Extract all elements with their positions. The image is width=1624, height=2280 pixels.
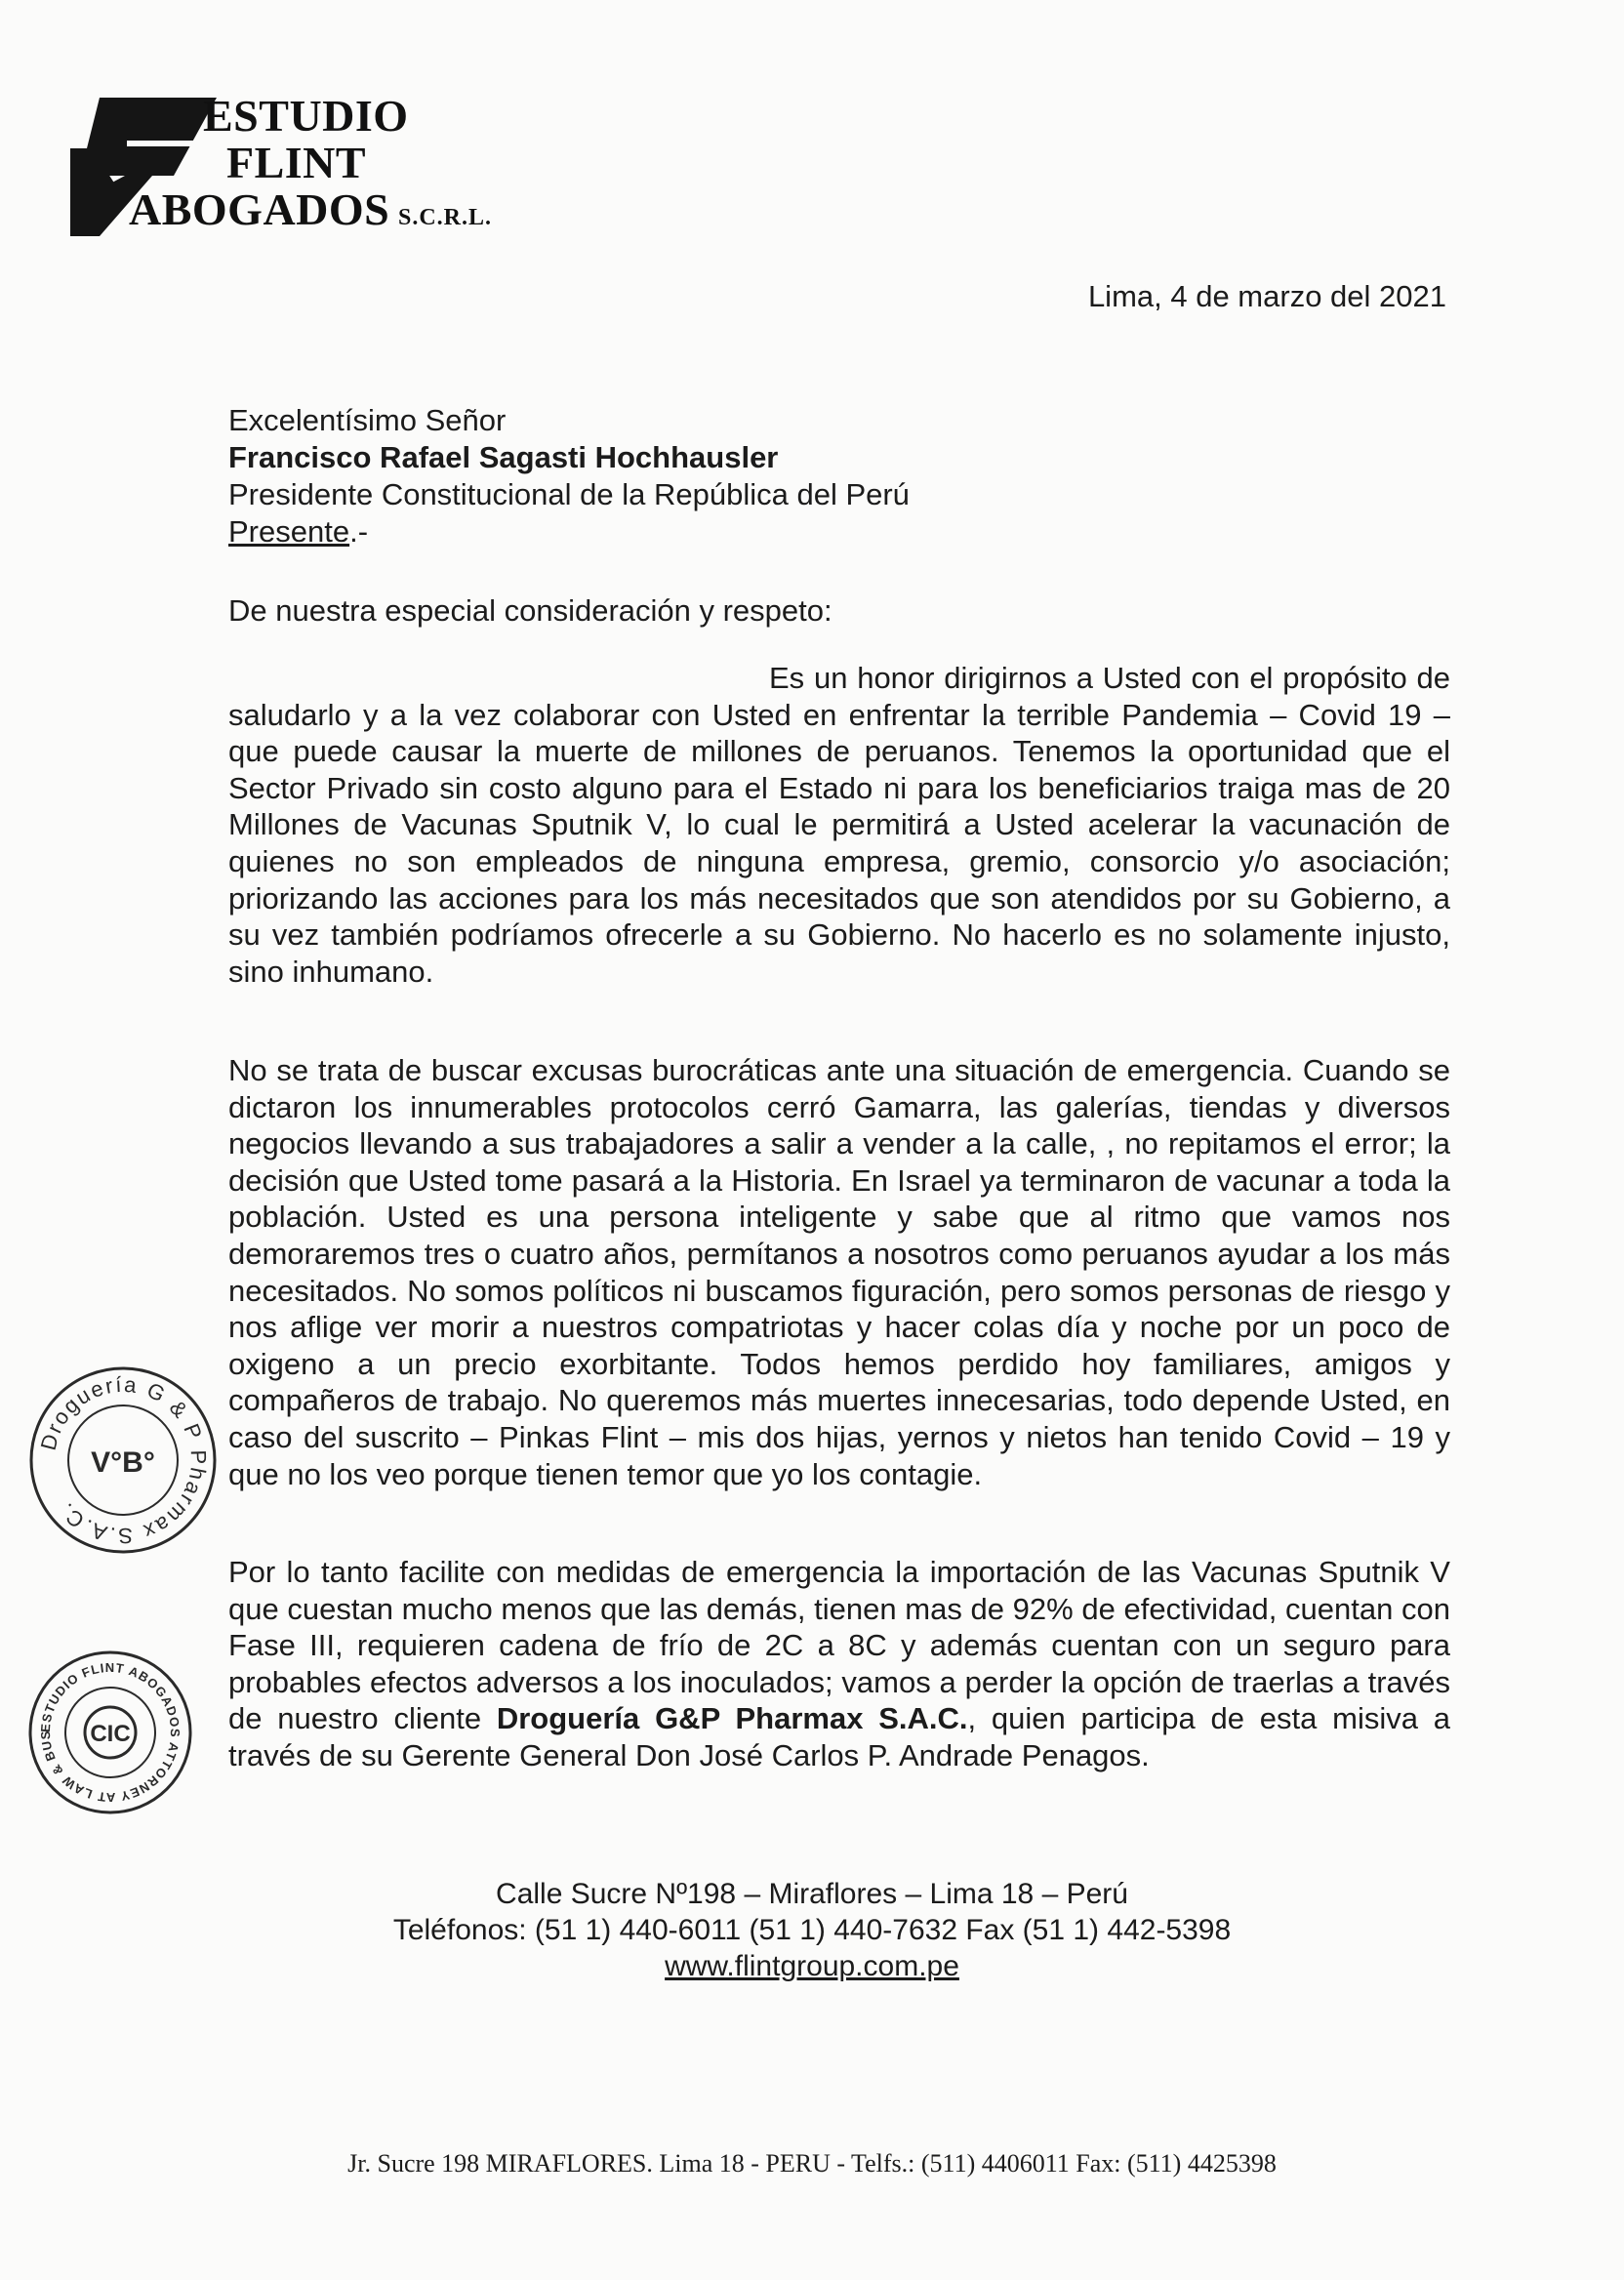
letterhead-suffix: S.C.R.L. [398, 205, 493, 230]
letterhead-logo [70, 90, 500, 236]
vb-stamp-seal-icon [27, 1364, 219, 1556]
addressee-name: Francisco Rafael Sagasti Hochhausler [228, 440, 779, 474]
vb-stamp-center-text: V°B° [91, 1446, 155, 1479]
paragraph-1: Es un honor dirigirnos a Usted con el propósito de saludarlo y a la vez colaborar con Usted en enfrentar la terrible Pandemia – Covid 19 – que puede causar la muerte de millones de peruanos. Tenemos la oportunidad que el Sector Privado sin costo alguno para el Estado ni para los beneficiarios traiga mas de 20 Millones de Vacunas Sputnik V, lo cual le permitirá a Usted acelerar la vacunación de quienes no son empleados de ninguna empresa, gremio, consorcio y/o asociación; priorizando las acciones para los más necesitados que son atendidos por su Gobierno, a su vez también podríamos ofrecerle a su Gobierno. No hacerlo es no solamente injusto, sino inhumano. [228, 661, 1450, 989]
footer-bottom-line: Jr. Sucre 198 MIRAFLORES. Lima 18 - PERU - Telfs.: (511) 4406011 Fax: (511) 4425398 [347, 2149, 1277, 2178]
footer-website-link[interactable]: www.flintgroup.com.pe [665, 1950, 959, 1982]
footer-address: Calle Sucre Nº198 – Miraflores – Lima 18 – Perú [496, 1878, 1128, 1910]
letterhead-line-flint: FLINT [226, 138, 367, 187]
letterhead-line-estudio: ESTUDIO [203, 91, 409, 141]
addressee-presente-suffix: .- [349, 514, 369, 549]
footer-address-block [0, 1876, 1624, 1984]
letterhead-line-abogados: ABOGADOS [129, 184, 390, 234]
paragraph-3 [228, 1554, 1450, 1774]
paragraph-3-text-a: Por lo tanto facilite con medidas de emergencia la importación de las Vacunas Sputnik V que cuestan mucho menos que las demás, tienen mas de 92% de efectividad, cuentan con Fase III, requieren cadena de frío de 2C a 8C y además cuentan con un seguro para probables efectos adversos a los inoculados; vamos a perder la opción de traerlas a través de nuestro cliente [228, 1555, 1450, 1736]
cic-stamp-ring-text: ESTUDIO FLINT ABOGADOS ATTORNEY AT LAW & BUS [37, 1659, 183, 1806]
salutation: De nuestra especial consideración y respeto: [228, 593, 832, 628]
footer-phones: Teléfonos: (51 1) 440-6011 (51 1) 440-7632 Fax (51 1) 442-5398 [392, 1914, 1232, 1946]
addressee-presente: Presente [228, 514, 350, 549]
vb-stamp [27, 1364, 219, 1556]
vb-stamp-ring-text: Droguería G & P Pharmax S.A.C. [35, 1371, 212, 1549]
cic-stamp [27, 1649, 193, 1815]
paragraph-3-text-b: , quien participa de esta misiva a través de su Gerente General Don José Carlos P. Andrade Penagos. [228, 1701, 1451, 1772]
cic-stamp-center-text: CIC [90, 1721, 131, 1747]
paragraph-2: No se trata de buscar excusas burocráticas ante una situación de emergencia. Cuando se dictaron los innumerables protocolos cerró Gamarra, las galerías, tiendas y diversos negocios llevando a sus trabajadores a salir a vender a la calle, , no repitamos el error; la decisión que Usted tome pasará a la Historia. En Israel ya terminaron de vacunar a toda la población. Usted es una persona inteligente y sabe que al ritmo que vamos nos demoraremos tres o cuatro años, permítanos a nosotros como peruanos ayudar a los más necesitados. No somos políticos ni buscamos figuración, pero somos personas de riesgo y nos aflige ver morir a nuestros compatriotas y hacer colas día y noche por un poco de oxigeno a un precio exorbitante. Todos hemos perdido hoy familiares, amigos y compañeros de trabajo. No queremos más muertes innecesarias, todo depende Usted, en caso del suscrito – Pinkas Flint – mis dos hijas, yernos y nietos han tenido Covid – 19 y que no los veo porque tienen temor que yo los contagie. [228, 1053, 1450, 1491]
addressee-presente-line [228, 513, 910, 550]
letter-date: Lima, 4 de marzo del 2021 [1087, 279, 1446, 313]
addressee-honorific: Excelentísimo Señor [228, 403, 507, 437]
client-name: Droguería G&P Pharmax S.A.C. [496, 1701, 968, 1736]
cic-stamp-seal-icon [27, 1649, 193, 1815]
addressee-block [228, 402, 910, 550]
addressee-title: Presidente Constitucional de la República del Perú [228, 477, 910, 511]
